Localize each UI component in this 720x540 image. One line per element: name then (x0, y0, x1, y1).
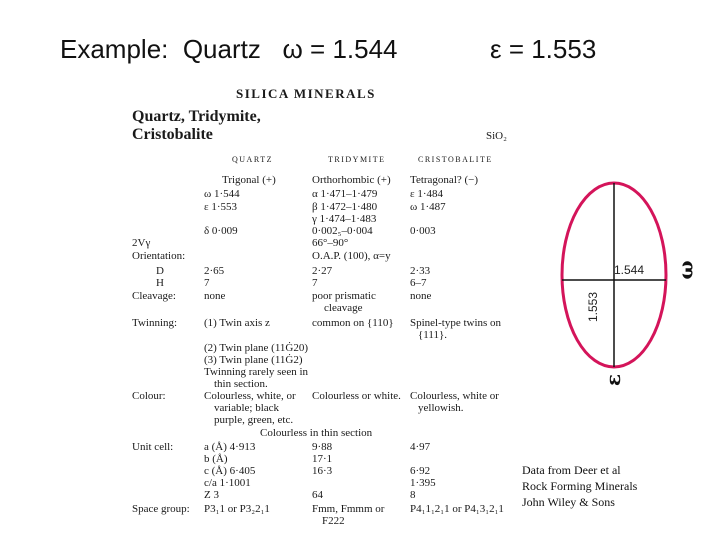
cristobalite-ca: 1·395 (410, 477, 436, 489)
tridymite-a: 9·88 (312, 441, 333, 453)
tridymite-b: 17·1 (312, 453, 333, 465)
chemical-formula: SiO₂ (486, 130, 507, 142)
cristobalite-c: 6·92 (410, 465, 431, 477)
tridymite-d: 2·27 (312, 265, 333, 277)
quartz-twin-4: Twinning rarely seen in (204, 366, 309, 378)
cristobalite-d: 2·33 (410, 265, 431, 277)
quartz-twin-3: (3) Twin plane (11Ġ2) (204, 354, 303, 366)
tridymite-beta: β 1·472–1·480 (312, 201, 378, 213)
source-credit (522, 462, 637, 510)
quartz-colour-1: Colourless, white, or (204, 390, 296, 402)
label-h: H (156, 277, 164, 289)
tridymite-c: 16·3 (312, 465, 333, 477)
label-cleavage: Cleavage: (132, 290, 176, 302)
tridymite-cleavage-2: cleavage (324, 302, 363, 314)
quartz-d: 2·65 (204, 265, 225, 277)
tridymite-delta: 0·002₅–0·004 (312, 225, 373, 237)
omega-value-label: 1.544 (614, 263, 645, 277)
cristobalite-colour-2: yellowish. (418, 402, 464, 414)
cristobalite-omega: ω 1·487 (410, 201, 446, 213)
cristobalite-a: 4·97 (410, 441, 431, 453)
quartz-c: c (Å) 6·405 (204, 465, 256, 477)
label-d: D (156, 265, 164, 277)
quartz-colour-3: purple, green, etc. (214, 414, 294, 426)
mineral-names-line2: Cristobalite (132, 126, 213, 143)
column-header-cristobalite: CRISTOBALITE (418, 155, 493, 164)
quartz-twin-1: (1) Twin axis z (204, 317, 270, 329)
epsilon-symbol: ε (601, 373, 626, 387)
cristobalite-system: Tetragonal? (−) (410, 174, 479, 186)
label-twinning: Twinning: (132, 317, 178, 329)
tridymite-colour: Colourless or white. (312, 390, 401, 402)
omega-symbol: ω (673, 260, 698, 280)
label-orientation: Orientation: (132, 250, 186, 262)
cristobalite-epsilon: ε 1·484 (410, 188, 444, 200)
table-heading: SILICA MINERALS (236, 86, 376, 101)
label-unit-cell: Unit cell: (132, 441, 174, 453)
quartz-colour-2: variable; black (214, 402, 280, 414)
tridymite-orientation: O.A.P. (100), α=y (312, 250, 391, 262)
mineral-names-line1: Quartz, Tridymite, (132, 108, 261, 125)
credit-line-3: John Wiley & Sons (522, 495, 615, 509)
quartz-omega: ω 1·544 (204, 188, 240, 200)
quartz-twin-2: (2) Twin plane (11Ġ20) (204, 342, 309, 354)
tridymite-h: 7 (312, 277, 318, 289)
cristobalite-z: 8 (410, 489, 416, 501)
label-space-group: Space group: (132, 503, 190, 515)
colour-common-note: Colourless in thin section (260, 427, 373, 439)
quartz-delta: δ 0·009 (204, 225, 238, 237)
quartz-b: b (Å) (204, 453, 228, 465)
slide-title-right: ε = 1.553 (490, 34, 597, 64)
quartz-space-group: P3₁1 or P3₂2₁1 (204, 503, 270, 515)
cristobalite-twin-1: Spinel-type twins on (410, 317, 502, 329)
quartz-ca: c/a 1·1001 (204, 477, 251, 489)
column-header-tridymite: TRIDYMITE (328, 155, 386, 164)
credit-line-2: Rock Forming Minerals (522, 479, 638, 493)
cristobalite-h: 6–7 (410, 277, 427, 289)
quartz-a: a (Å) 4·913 (204, 441, 256, 453)
quartz-h: 7 (204, 277, 210, 289)
cristobalite-colour-1: Colourless, white or (410, 390, 499, 402)
quartz-cleavage: none (204, 290, 226, 302)
column-header-quartz: QUARTZ (232, 155, 273, 164)
label-2v: 2Vγ (132, 237, 151, 249)
label-colour: Colour: (132, 390, 166, 402)
slide-title-left: Example: Quartz ω = 1.544 (60, 34, 398, 64)
cristobalite-cleavage: none (410, 290, 432, 302)
tridymite-space-group-2: F222 (322, 515, 345, 527)
quartz-system: Trigonal (+) (222, 174, 276, 186)
cristobalite-twin-2: {111}. (418, 329, 447, 341)
quartz-z: Z 3 (204, 489, 219, 501)
quartz-twin-5: thin section. (214, 378, 268, 390)
epsilon-value-label: 1.553 (586, 291, 600, 322)
tridymite-2v: 66°–90° (312, 237, 349, 249)
credit-line-1: Data from Deer et al (522, 463, 621, 477)
tridymite-space-group-1: Fmm, Fmmm or (312, 503, 385, 515)
tridymite-alpha: α 1·471–1·479 (312, 188, 378, 200)
tridymite-z: 64 (312, 489, 323, 501)
cristobalite-space-group: P4₁1₁2₁1 or P4₁3₁2₁1 (410, 503, 504, 515)
tridymite-twinning: common on {110} (312, 317, 394, 329)
tridymite-system: Orthorhombic (+) (312, 174, 391, 186)
tridymite-cleavage-1: poor prismatic (312, 290, 376, 302)
quartz-epsilon: ε 1·553 (204, 201, 238, 213)
tridymite-gamma: γ 1·474–1·483 (312, 213, 377, 225)
cristobalite-delta: 0·003 (410, 225, 436, 237)
